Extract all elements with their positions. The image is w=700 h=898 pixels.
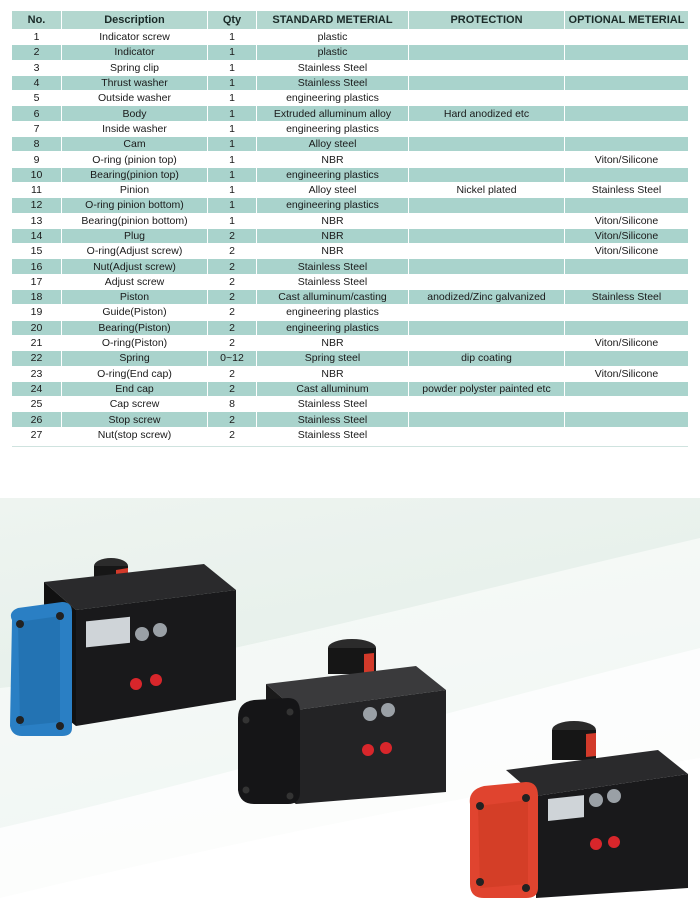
cell-standard-material: NBR — [256, 214, 408, 228]
cell-no: 17 — [12, 275, 61, 289]
cell-optional-material — [564, 198, 688, 212]
cell-qty: 1 — [207, 76, 256, 90]
cell-description: Adjust screw — [61, 275, 207, 289]
table-row — [12, 290, 688, 304]
cell-description: Indicator — [61, 45, 207, 59]
cell-protection — [408, 91, 564, 105]
table-row — [12, 367, 688, 381]
cell-qty: 2 — [207, 412, 256, 426]
cell-standard-material: engineering plastics — [256, 168, 408, 182]
cell-description: Cap screw — [61, 397, 207, 411]
cell-protection: powder polyster painted etc — [408, 382, 564, 396]
cell-standard-material: Cast alluminum — [256, 382, 408, 396]
cell-description: O-ring pinion bottom) — [61, 198, 207, 212]
table-row — [12, 137, 688, 151]
table-row — [12, 76, 688, 90]
cell-description: Pinion — [61, 183, 207, 197]
table-row — [12, 321, 688, 335]
cell-standard-material: Stainless Steel — [256, 259, 408, 273]
cell-qty: 0~12 — [207, 351, 256, 365]
cell-standard-material: Spring steel — [256, 351, 408, 365]
cell-standard-material: plastic — [256, 30, 408, 44]
cell-protection — [408, 397, 564, 411]
cell-no: 2 — [12, 45, 61, 59]
cell-protection — [408, 122, 564, 136]
cell-protection — [408, 30, 564, 44]
cell-qty: 1 — [207, 152, 256, 166]
cell-qty: 1 — [207, 183, 256, 197]
table-row — [12, 244, 688, 258]
cell-qty: 1 — [207, 137, 256, 151]
cell-qty: 1 — [207, 61, 256, 75]
cell-protection — [408, 259, 564, 273]
cell-no: 22 — [12, 351, 61, 365]
cell-optional-material — [564, 305, 688, 319]
header-optional-material: OPTIONAL METERIAL — [564, 11, 688, 29]
cell-protection — [408, 305, 564, 319]
cell-standard-material: Stainless Steel — [256, 275, 408, 289]
cell-optional-material — [564, 259, 688, 273]
cell-protection: anodized/Zinc galvanized — [408, 290, 564, 304]
header-protection: PROTECTION — [408, 11, 564, 29]
cell-standard-material: NBR — [256, 336, 408, 350]
cell-standard-material: NBR — [256, 244, 408, 258]
cell-qty: 1 — [207, 214, 256, 228]
cell-protection: Nickel plated — [408, 183, 564, 197]
cell-optional-material — [564, 106, 688, 120]
table-row — [12, 106, 688, 120]
table-row — [12, 275, 688, 289]
cell-optional-material — [564, 91, 688, 105]
header-no: No. — [12, 11, 61, 29]
cell-protection — [408, 321, 564, 335]
cell-optional-material: Viton/Silicone — [564, 336, 688, 350]
cell-description: Nut(stop screw) — [61, 428, 207, 442]
cell-standard-material: plastic — [256, 45, 408, 59]
cell-qty: 1 — [207, 122, 256, 136]
table-row — [12, 198, 688, 212]
cell-protection — [408, 275, 564, 289]
cell-optional-material — [564, 30, 688, 44]
cell-no: 1 — [12, 30, 61, 44]
table-row — [12, 91, 688, 105]
cell-no: 19 — [12, 305, 61, 319]
parts-table — [12, 10, 688, 443]
cell-protection: dip coating — [408, 351, 564, 365]
cell-description: Spring — [61, 351, 207, 365]
cell-qty: 2 — [207, 382, 256, 396]
cell-description: Indicator screw — [61, 30, 207, 44]
cell-qty: 2 — [207, 290, 256, 304]
actuator-red-endcap — [462, 712, 700, 898]
cell-qty: 8 — [207, 397, 256, 411]
cell-protection — [408, 428, 564, 442]
table-row — [12, 30, 688, 44]
cell-optional-material — [564, 321, 688, 335]
cell-qty: 1 — [207, 45, 256, 59]
cell-qty: 2 — [207, 305, 256, 319]
cell-optional-material: Viton/Silicone — [564, 244, 688, 258]
cell-optional-material: Stainless Steel — [564, 290, 688, 304]
cell-qty: 2 — [207, 259, 256, 273]
table-row — [12, 183, 688, 197]
cell-no: 21 — [12, 336, 61, 350]
cell-no: 24 — [12, 382, 61, 396]
cell-no: 10 — [12, 168, 61, 182]
cell-description: Bearing(Piston) — [61, 321, 207, 335]
product-photo-area — [0, 498, 700, 898]
cell-qty: 2 — [207, 321, 256, 335]
cell-standard-material: engineering plastics — [256, 305, 408, 319]
cell-qty: 2 — [207, 229, 256, 243]
table-bottom-divider — [12, 446, 688, 447]
cell-description: Piston — [61, 290, 207, 304]
cell-description: Thrust washer — [61, 76, 207, 90]
cell-standard-material: Stainless Steel — [256, 397, 408, 411]
cell-optional-material — [564, 428, 688, 442]
cell-qty: 2 — [207, 428, 256, 442]
cell-no: 27 — [12, 428, 61, 442]
table-row — [12, 214, 688, 228]
cell-description: Body — [61, 106, 207, 120]
table-row — [12, 336, 688, 350]
table-row — [12, 122, 688, 136]
cell-optional-material — [564, 137, 688, 151]
cell-no: 13 — [12, 214, 61, 228]
cell-qty: 2 — [207, 244, 256, 258]
table-row — [12, 229, 688, 243]
cell-description: O-ring(Adjust screw) — [61, 244, 207, 258]
cell-no: 4 — [12, 76, 61, 90]
table-row — [12, 382, 688, 396]
table-row — [12, 152, 688, 166]
cell-no: 9 — [12, 152, 61, 166]
table-row — [12, 428, 688, 442]
cell-standard-material: Alloy steel — [256, 183, 408, 197]
cell-description: O-ring(End cap) — [61, 367, 207, 381]
cell-optional-material — [564, 412, 688, 426]
table-header-row — [12, 11, 688, 29]
cell-optional-material — [564, 275, 688, 289]
cell-protection — [408, 137, 564, 151]
table-body — [12, 30, 688, 442]
cell-description: Plug — [61, 229, 207, 243]
cell-standard-material: Stainless Steel — [256, 428, 408, 442]
cell-description: O-ring(Piston) — [61, 336, 207, 350]
cell-qty: 2 — [207, 367, 256, 381]
cell-protection — [408, 336, 564, 350]
cell-description: Nut(Adjust screw) — [61, 259, 207, 273]
cell-description: Bearing(pinion top) — [61, 168, 207, 182]
cell-optional-material — [564, 168, 688, 182]
cell-protection — [408, 76, 564, 90]
cell-qty: 1 — [207, 198, 256, 212]
cell-optional-material: Stainless Steel — [564, 183, 688, 197]
cell-no: 18 — [12, 290, 61, 304]
cell-description: Spring clip — [61, 61, 207, 75]
cell-optional-material: Viton/Silicone — [564, 214, 688, 228]
cell-no: 12 — [12, 198, 61, 212]
cell-optional-material — [564, 61, 688, 75]
cell-optional-material: Viton/Silicone — [564, 152, 688, 166]
header-qty: Qty — [207, 11, 256, 29]
cell-description: End cap — [61, 382, 207, 396]
cell-description: Stop screw — [61, 412, 207, 426]
cell-standard-material: Cast alluminum/casting — [256, 290, 408, 304]
cell-description: Bearing(pinion bottom) — [61, 214, 207, 228]
cell-optional-material: Viton/Silicone — [564, 229, 688, 243]
header-standard-material: STANDARD METERIAL — [256, 11, 408, 29]
cell-protection — [408, 214, 564, 228]
cell-no: 25 — [12, 397, 61, 411]
cell-standard-material: NBR — [256, 152, 408, 166]
cell-standard-material: Stainless Steel — [256, 76, 408, 90]
cell-optional-material — [564, 382, 688, 396]
table-row — [12, 45, 688, 59]
cell-description: Outside washer — [61, 91, 207, 105]
cell-optional-material — [564, 351, 688, 365]
cell-no: 3 — [12, 61, 61, 75]
cell-protection — [408, 229, 564, 243]
cell-optional-material — [564, 76, 688, 90]
cell-no: 26 — [12, 412, 61, 426]
cell-protection: Hard anodized etc — [408, 106, 564, 120]
cell-no: 16 — [12, 259, 61, 273]
table-row — [12, 61, 688, 75]
cell-description: Inside washer — [61, 122, 207, 136]
table-row — [12, 259, 688, 273]
cell-standard-material: engineering plastics — [256, 122, 408, 136]
cell-qty: 1 — [207, 30, 256, 44]
cell-qty: 2 — [207, 336, 256, 350]
cell-description: O-ring (pinion top) — [61, 152, 207, 166]
table-row — [12, 351, 688, 365]
table-row — [12, 168, 688, 182]
actuator-black-endcap — [236, 632, 456, 812]
cell-protection — [408, 61, 564, 75]
cell-optional-material — [564, 397, 688, 411]
cell-no: 8 — [12, 137, 61, 151]
cell-standard-material: Stainless Steel — [256, 412, 408, 426]
cell-standard-material: Alloy steel — [256, 137, 408, 151]
cell-qty: 1 — [207, 106, 256, 120]
cell-optional-material — [564, 45, 688, 59]
cell-standard-material: NBR — [256, 229, 408, 243]
cell-protection — [408, 367, 564, 381]
cell-protection — [408, 198, 564, 212]
cell-protection — [408, 152, 564, 166]
cell-no: 6 — [12, 106, 61, 120]
table-row — [12, 412, 688, 426]
cell-no: 5 — [12, 91, 61, 105]
cell-qty: 1 — [207, 168, 256, 182]
cell-standard-material: engineering plastics — [256, 198, 408, 212]
cell-no: 14 — [12, 229, 61, 243]
actuator-blue-endcap — [4, 550, 244, 740]
cell-standard-material: engineering plastics — [256, 321, 408, 335]
cell-protection — [408, 168, 564, 182]
header-description: Description — [61, 11, 207, 29]
cell-no: 11 — [12, 183, 61, 197]
cell-no: 23 — [12, 367, 61, 381]
cell-no: 20 — [12, 321, 61, 335]
cell-standard-material: Extruded alluminum alloy — [256, 106, 408, 120]
cell-optional-material — [564, 122, 688, 136]
cell-no: 7 — [12, 122, 61, 136]
cell-protection — [408, 45, 564, 59]
cell-protection — [408, 412, 564, 426]
table-row — [12, 397, 688, 411]
cell-description: Guide(Piston) — [61, 305, 207, 319]
cell-qty: 1 — [207, 91, 256, 105]
cell-standard-material: NBR — [256, 367, 408, 381]
cell-description: Cam — [61, 137, 207, 151]
cell-standard-material: engineering plastics — [256, 91, 408, 105]
table-row — [12, 305, 688, 319]
cell-standard-material: Stainless Steel — [256, 61, 408, 75]
cell-qty: 2 — [207, 275, 256, 289]
cell-no: 15 — [12, 244, 61, 258]
cell-optional-material: Viton/Silicone — [564, 367, 688, 381]
cell-protection — [408, 244, 564, 258]
